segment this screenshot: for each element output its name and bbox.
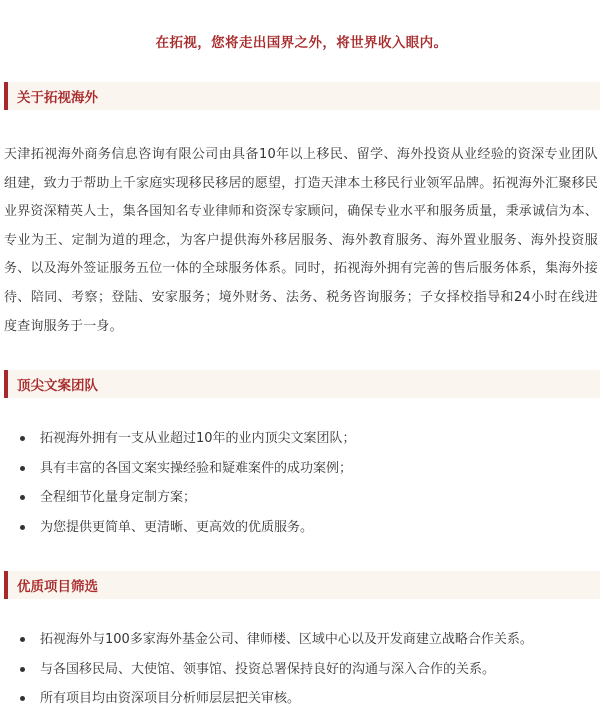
list-item-text: 为您提供更简单、更清晰、更高效的优质服务。	[40, 519, 314, 535]
list-item	[18, 655, 598, 685]
list-item	[18, 454, 598, 484]
team-list	[18, 424, 598, 542]
tagline: 在拓视，您将走出国界之外，将世界收入眼内。	[155, 35, 448, 51]
list-item	[18, 684, 598, 714]
bullet-icon	[20, 495, 25, 500]
list-item	[18, 513, 598, 543]
section-title-about: 关于拓视海外	[17, 90, 98, 106]
list-item-text: 拓视海外拥有一支从业超过10年的业内顶尖文案团队；	[40, 431, 356, 446]
about-paragraph: 天津拓视海外商务信息咨询有限公司由具备10年以上移民、留学、海外投资从业经验的资深专业团队组建，致力于帮助上千家庭实现移民移居的愿望，打造天津本土移民行业领军品牌。拓视海外汇聚移民业界资深精英人士，集各国知名专业律师和资深专家顾问，确保专业水平和服务质量，秉承诚信为本、专业为王、定制为道的理念，为客户提供海外移居服务、海外教育服务、海外置业服务、海外投资服务、以及海外签证服务五位一体的全球服务体系。同时，拓视海外拥有完善的售后服务体系，集海外接待、陪同、考察；登陆、安家服务；境外财务、法务、税务咨询服务；子女择校指导和24小时在线进度查询服务于一身。	[4, 147, 599, 334]
section-header-projects	[4, 571, 600, 599]
list-item	[18, 625, 598, 655]
section-title-projects: 优质项目筛选	[17, 579, 98, 595]
bullet-icon	[20, 667, 25, 672]
list-item-text: 全程细节化量身定制方案；	[40, 490, 197, 505]
list-item-text: 具有丰富的各国文案实操经验和疑难案件的成功案例；	[40, 460, 353, 476]
list-item-text: 所有项目均由资深项目分析师层层把关审核。	[40, 691, 301, 706]
bullet-icon	[20, 637, 25, 642]
list-item	[18, 424, 598, 454]
section-title-team: 顶尖文案团队	[17, 378, 98, 394]
bullet-icon	[20, 525, 25, 530]
projects-list	[18, 625, 598, 714]
list-item-text: 拓视海外与100多家海外基金公司、律师楼、区域中心以及开发商建立战略合作关系。	[40, 632, 533, 647]
bullet-icon	[20, 466, 25, 471]
bullet-icon	[20, 696, 25, 701]
list-item-text: 与各国移民局、大使馆、领事馆、投资总署保持良好的沟通与深入合作的关系。	[40, 661, 496, 677]
section-header-team	[4, 370, 600, 398]
section-header-about	[4, 82, 600, 110]
bullet-icon	[20, 436, 25, 441]
list-item	[18, 483, 598, 513]
